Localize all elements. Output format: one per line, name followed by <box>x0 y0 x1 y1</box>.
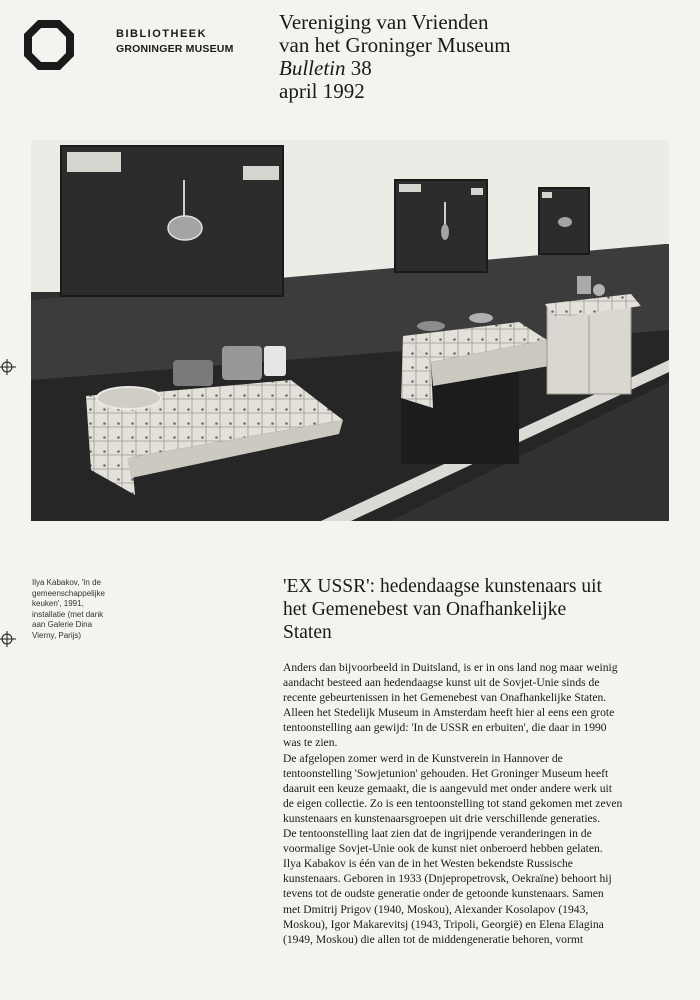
body-line: tentoonstelling 'Sowjetunion' gehouden. Het Groninger Museum heeft <box>283 766 609 780</box>
header-date: april 1992 <box>279 79 365 103</box>
body-line: aandacht besteed aan hedendaagse kunst uit de Sovjet-Unie sinds de <box>283 676 600 690</box>
registration-mark-icon <box>0 358 18 376</box>
title-line: 'EX USSR': hedendaagse kunstenaars uit <box>283 576 602 597</box>
body-line: met Dmitrij Prigov (1940, Moskou), Alexander Kosolapov (1943, <box>283 902 589 916</box>
caption-line: aan Galerie Dina <box>32 620 93 629</box>
caption-line: keuken', 1991, <box>32 599 84 608</box>
body-line: Alleen het Stedelijk Museum in Amsterdam heeft hier al eens een grote <box>283 706 615 720</box>
body-line: De tentoonstelling laat zien dat de ingrijpende veranderingen in de <box>283 827 592 841</box>
library-line-1: BIBLIOTHEEK <box>116 28 208 40</box>
article-body <box>283 660 683 947</box>
caption-line: gemeenschappelijke <box>32 588 105 598</box>
museum-logo <box>22 18 76 72</box>
header-bulletin <box>279 57 511 80</box>
bulletin-header <box>279 11 511 103</box>
caption-line: Ilya Kabakov, 'In de <box>32 578 101 587</box>
body-line: was te zien. <box>283 736 338 750</box>
photo-caption <box>32 578 142 641</box>
header-line-1: Vereniging van Vrienden <box>279 10 489 34</box>
registration-mark-icon <box>0 630 18 648</box>
body-line: recente gebeurtenissen in het Gemenebest van Onafhankelijke Staten. <box>283 691 607 705</box>
body-line: Ilya Kabakov is één van de in het Westen bekendste Russische <box>283 857 573 871</box>
caption-line: Vierny, Parijs) <box>32 630 82 640</box>
body-line: (1949, Moskou) die allen tot de middengeneratie behoren, vormt <box>283 932 584 946</box>
body-line: Anders dan bijvoorbeeld in Duitsland, is er in ons land nog maar weinig <box>283 661 618 674</box>
title-line: Staten <box>283 622 332 643</box>
body-line: Moskou), Igor Makarevitsj (1943, Tripoli, Georgië) en Elena Elagina <box>283 917 604 931</box>
library-label <box>116 27 234 57</box>
body-line: De afgelopen zomer werd in de Kunstverein in Hannover de <box>283 751 563 765</box>
bulletin-label: Bulletin <box>279 56 346 80</box>
library-line-2: GRONINGER MUSEUM <box>116 43 234 55</box>
body-line: kunstenaars. Geboren in 1933 (Dnjepropetrovsk, Oekraïne) behoort hij <box>283 872 612 886</box>
bulletin-number: 38 <box>350 56 372 80</box>
body-line: tentoonstelling aan gewijd: 'In de USSR en erbuiten', die daar in 1990 <box>283 721 607 735</box>
article-title <box>283 575 683 644</box>
installation-photo <box>31 140 669 521</box>
title-line: het Gemenebest van Onafhankelijke <box>283 599 567 620</box>
body-line: kunstenaars en kunstenaarsgroepen uit drie verschillende generaties. <box>283 811 601 825</box>
body-line: daaruit een keuze gemaakt, die is aangevuld met onder andere werk uit <box>283 781 612 795</box>
caption-line: installatie (met dank <box>32 609 104 619</box>
body-line: de eigen collectie. Zo is een tentoonstelling tot stand gekomen met zeven <box>283 796 623 810</box>
body-line: voormalige Sovjet-Unie ook de kunst niet onberoerd hebben gelaten. <box>283 842 603 856</box>
header-line-2: van het Groninger Museum <box>279 33 511 57</box>
body-line: tevens tot de oudste generatie onder de getoonde kunstenaars. Samen <box>283 887 604 901</box>
